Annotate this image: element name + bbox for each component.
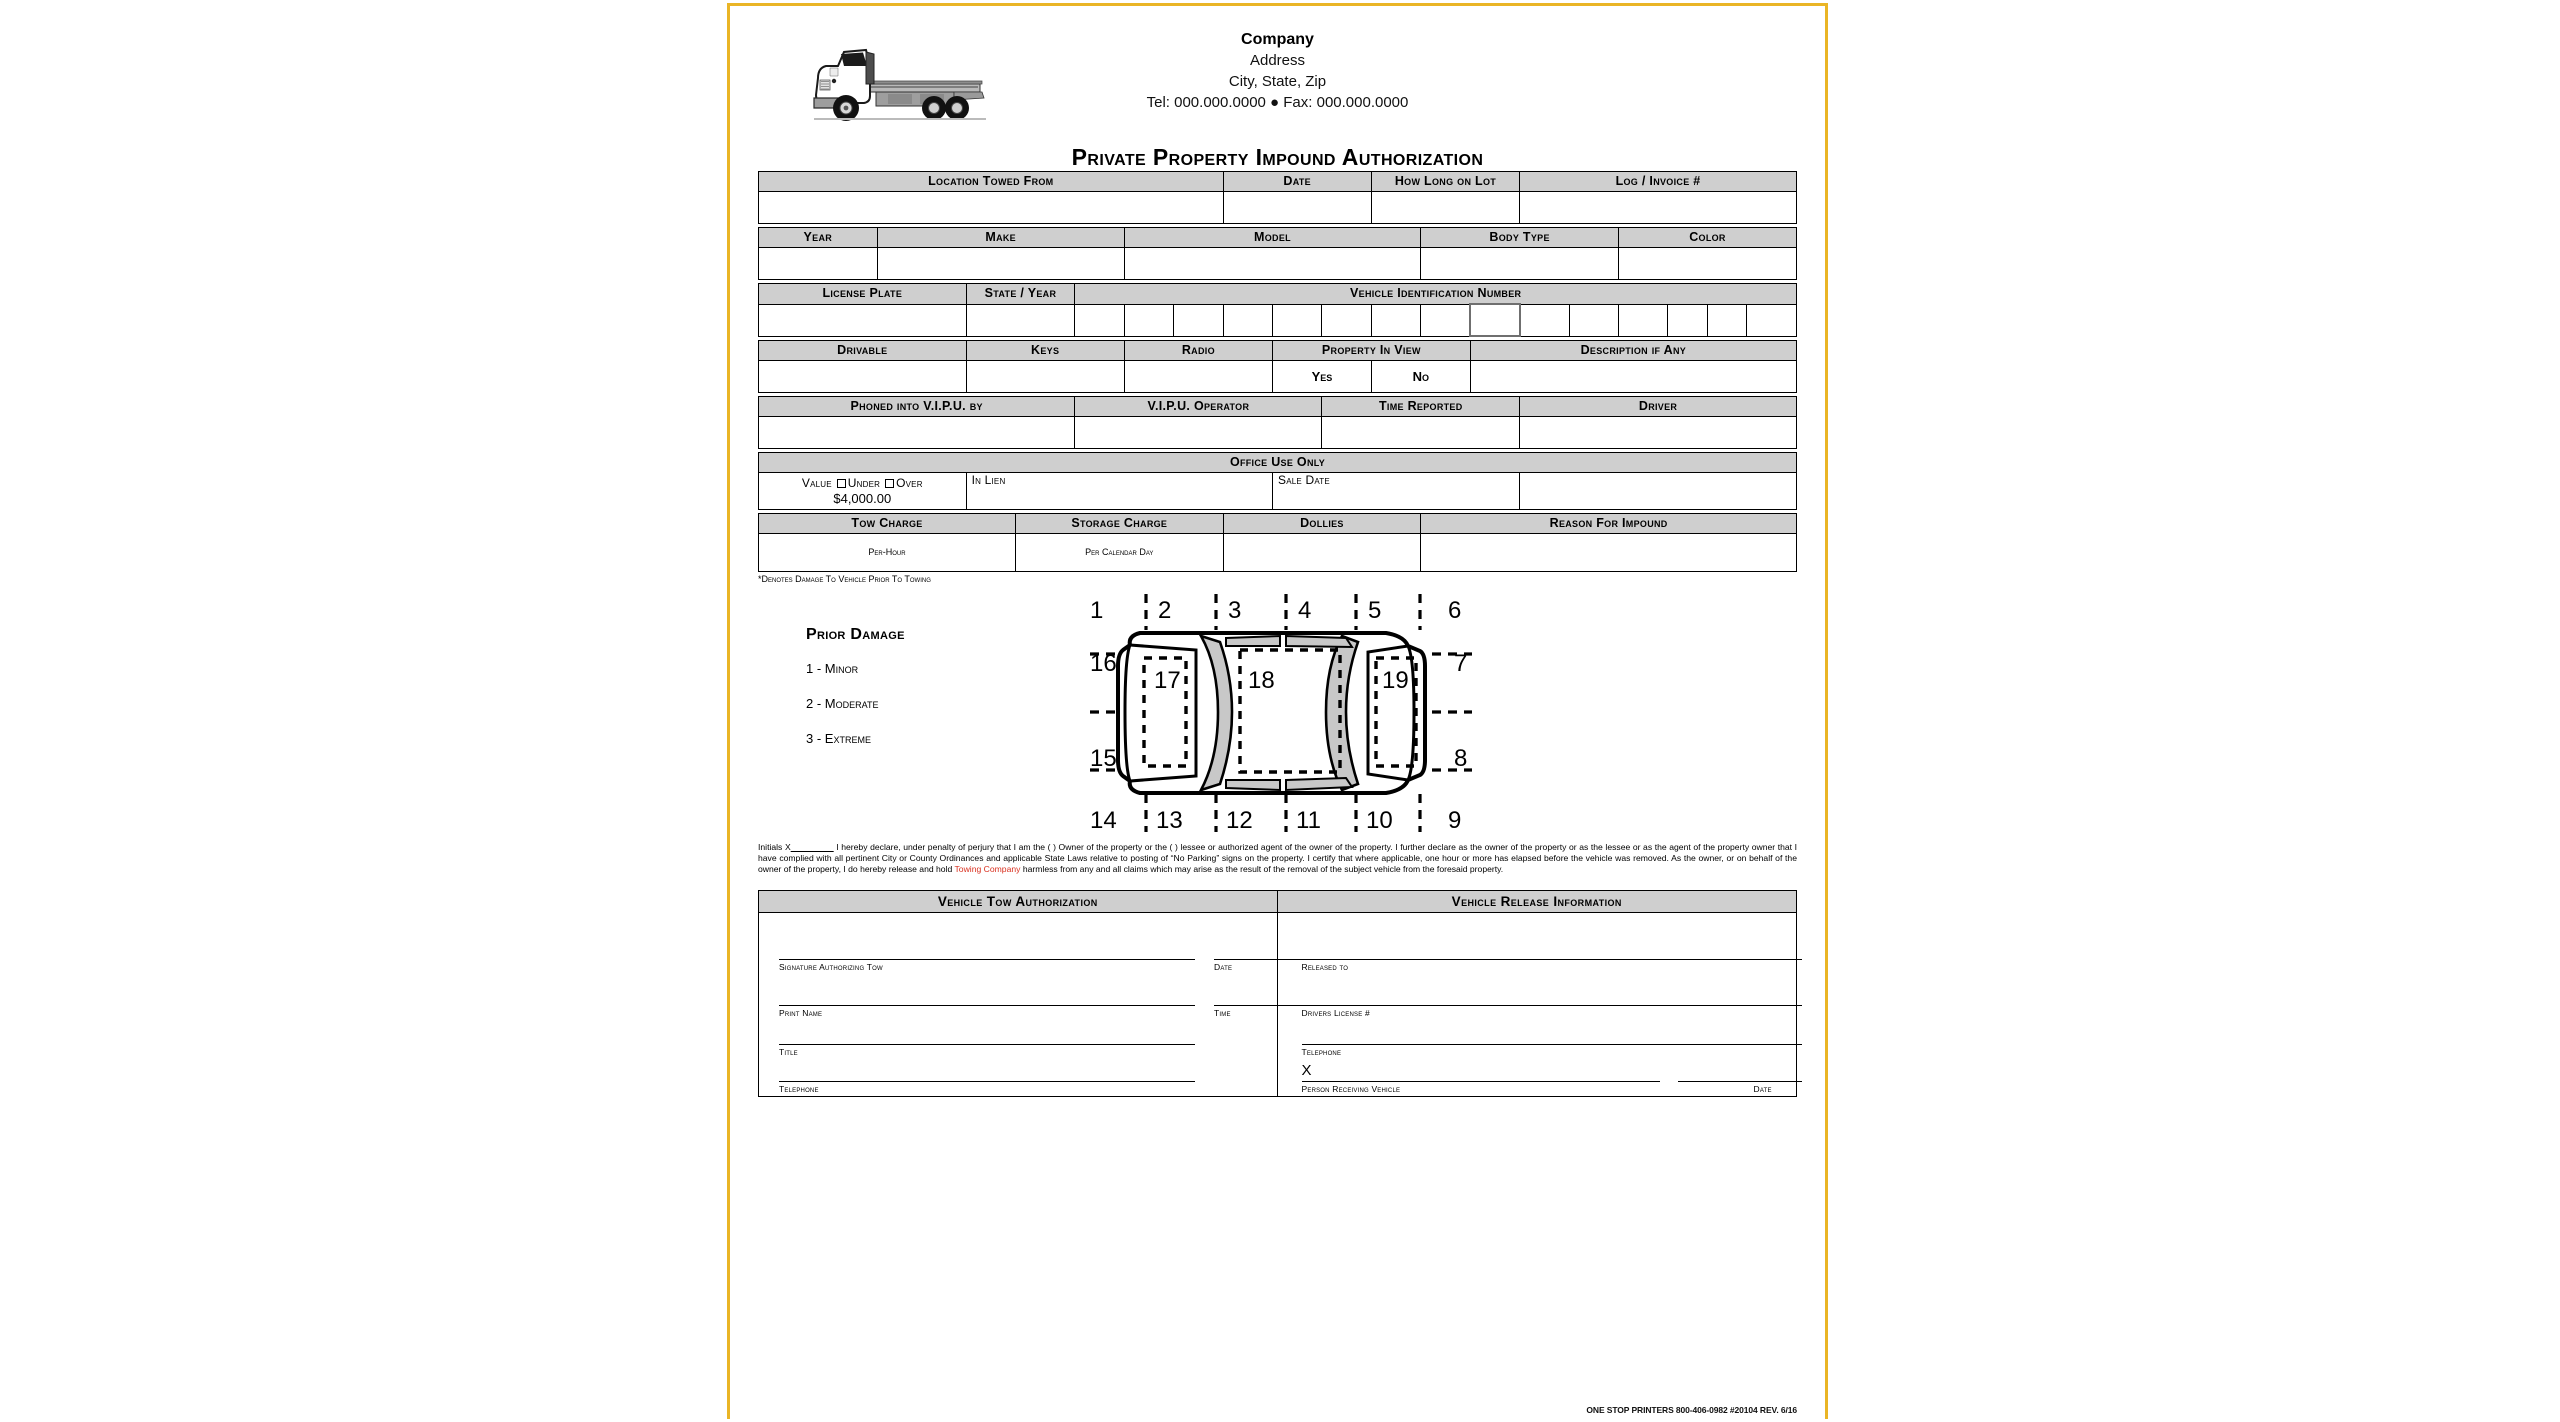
- field-in-lien[interactable]: [966, 472, 1272, 509]
- table-input-row-charges: [759, 533, 1797, 571]
- zone-label-19: 19: [1382, 666, 1409, 694]
- company-city-state-zip: City, State, Zip: [1228, 73, 1327, 90]
- header-log-invoice: Log / Invoice #: [1520, 172, 1797, 192]
- line-drivers-license[interactable]: [1302, 1005, 1802, 1006]
- field-tow-charge[interactable]: [759, 533, 1016, 571]
- header-dollies: Dollies: [1223, 513, 1421, 533]
- header-license-plate: License Plate: [759, 284, 967, 305]
- signature-x-mark: X: [1301, 1061, 1312, 1079]
- header-color: Color: [1618, 228, 1796, 248]
- company-name: Company: [1241, 31, 1314, 48]
- line-telephone[interactable]: [779, 1081, 1195, 1082]
- checkbox-under[interactable]: [837, 479, 846, 488]
- vin-box-2[interactable]: [1124, 304, 1173, 336]
- zone-label-13: 13: [1156, 806, 1183, 834]
- vehicle-release-panel: [1278, 891, 1797, 1096]
- label-released-to: Released to: [1301, 961, 1349, 972]
- table-header-row-charges: [759, 513, 1797, 533]
- header-driver: Driver: [1520, 396, 1797, 416]
- header-time-reported: Time Reported: [1322, 396, 1520, 416]
- company-block: [758, 30, 1797, 113]
- field-year[interactable]: [759, 248, 878, 280]
- field-keys[interactable]: [966, 360, 1124, 392]
- zone-label-6: 6: [1448, 596, 1462, 624]
- office-use-only-row: [759, 472, 1797, 509]
- label-sale-date: Sale Date: [1278, 472, 1330, 487]
- zone-label-2: 2: [1158, 596, 1172, 624]
- header-vehicle-tow-authorization: Vehicle Tow Authorization: [759, 891, 1277, 913]
- vin-box-11[interactable]: [1569, 304, 1618, 336]
- vin-box-15[interactable]: [1747, 304, 1797, 336]
- vin-box-5[interactable]: [1273, 304, 1322, 336]
- impound-details-table: [758, 171, 1797, 572]
- sublabel-per-hour: Per-Hour: [868, 547, 906, 557]
- field-license-plate[interactable]: [759, 304, 967, 336]
- vin-box-14[interactable]: [1707, 304, 1747, 336]
- prior-damage-title: Prior Damage: [806, 625, 905, 643]
- header-drivable: Drivable: [759, 340, 967, 360]
- header-keys: Keys: [966, 340, 1124, 360]
- header-date: Date: [1223, 172, 1371, 192]
- car-top-view-damage-diagram-icon[interactable]: [1068, 588, 1488, 838]
- field-how-long-on-lot[interactable]: [1371, 192, 1519, 224]
- label-title: Title: [779, 1046, 798, 1057]
- zone-label-11: 11: [1296, 806, 1321, 834]
- field-color[interactable]: [1618, 248, 1796, 280]
- line-person-receiving-vehicle[interactable]: [1302, 1081, 1660, 1082]
- label-signature-authorizing-tow: Signature Authorizing Tow: [779, 961, 883, 972]
- prior-damage-legend: [806, 626, 1036, 766]
- zone-label-17: 17: [1154, 666, 1181, 694]
- field-sale-date[interactable]: [1273, 472, 1520, 509]
- field-radio[interactable]: [1124, 360, 1272, 392]
- sublabel-per-calendar-day: Per Calendar Day: [1085, 547, 1154, 557]
- label-person-receiving-vehicle: Person Receiving Vehicle: [1301, 1083, 1401, 1094]
- header-tow-charge: Tow Charge: [759, 513, 1016, 533]
- label-in-lien: In Lien: [971, 472, 1006, 487]
- value-threshold-amount: $4,000.00: [833, 490, 892, 506]
- towing-company-placeholder: Towing Company: [954, 864, 1021, 875]
- line-print-name[interactable]: [779, 1005, 1195, 1006]
- declaration-text-part-2: harmless from any and all claims which may arise as the result of the removal of the subject vehicle from the foresaid property.: [1020, 864, 1504, 875]
- label-over: Over: [896, 475, 923, 490]
- header-description-if-any: Description if Any: [1470, 340, 1796, 360]
- vin-box-3[interactable]: [1174, 304, 1223, 336]
- vin-box-8[interactable]: [1421, 304, 1470, 336]
- table-input-row-location: [759, 192, 1797, 224]
- signature-panels: [758, 890, 1797, 1097]
- table-input-row-vin: [759, 304, 1797, 336]
- initials-blank[interactable]: [791, 842, 834, 852]
- label-under: Under: [847, 475, 881, 490]
- zone-label-3: 3: [1228, 596, 1242, 624]
- field-make[interactable]: [877, 248, 1124, 280]
- header-year: Year: [759, 228, 878, 248]
- line-title[interactable]: [779, 1044, 1195, 1045]
- zone-label-8: 8: [1454, 744, 1468, 772]
- declaration-text-part-1: I hereby declare, under penalty of perjury that I am the ( ) Owner of the property or the ( ) lessee or authorized agent of the owner of the property. I further declare as the owner of the property or as the lessee or as the agent of the property owner that I have complied with all pertinent City or County Ordinances and applicable State Laws relative to posting of “No Parking” signs on the property. I certify that where applicable, one hour or more has elapsed before the vehicle was removed. As the owner, or on behalf of the owner of the property, I do hereby release and hold: [758, 841, 1798, 875]
- denotes-damage-note: *Denotes Damage To Vehicle Prior To Towing: [758, 573, 931, 584]
- damage-level-moderate: 2 - Moderate: [806, 695, 879, 711]
- field-driver[interactable]: [1520, 416, 1797, 448]
- table-header-row-condition: [759, 340, 1797, 360]
- zone-label-4: 4: [1298, 596, 1312, 624]
- vin-box-13[interactable]: [1668, 304, 1708, 336]
- value-label: Value: [801, 475, 832, 490]
- initials-label: Initials X: [758, 841, 791, 852]
- line-released-to[interactable]: [1302, 959, 1802, 960]
- zone-label-18: 18: [1248, 666, 1275, 694]
- zone-label-16: 16: [1090, 649, 1117, 677]
- line-release-date[interactable]: [1678, 1081, 1802, 1082]
- field-office-use-extra[interactable]: [1520, 472, 1797, 509]
- table-input-row-vipu: [759, 416, 1797, 448]
- company-contact: Tel: 000.000.0000 ● Fax: 000.000.0000: [1146, 94, 1409, 111]
- table-header-row-vin: [759, 284, 1797, 305]
- field-time-reported[interactable]: [1322, 416, 1520, 448]
- table-input-row-vehicle: [759, 248, 1797, 280]
- header-vehicle-release-information: Vehicle Release Information: [1278, 891, 1797, 913]
- damage-level-extreme: 3 - Extreme: [806, 730, 871, 746]
- field-body-type[interactable]: [1421, 248, 1619, 280]
- header-state-year: State / Year: [966, 284, 1075, 305]
- header-how-long-on-lot: How Long on Lot: [1371, 172, 1519, 192]
- office-use-only-header-row: [759, 452, 1797, 472]
- field-state-year[interactable]: [966, 304, 1075, 336]
- label-telephone: Telephone: [779, 1083, 819, 1094]
- header-phoned-into-vipu-by: Phoned into V.I.P.U. by: [759, 396, 1075, 416]
- printer-credit: ONE STOP PRINTERS 800-406-0982 #20104 REV. 6/16: [1586, 1405, 1797, 1415]
- field-storage-charge[interactable]: [1016, 533, 1224, 571]
- label-release-date: Date: [1753, 1083, 1772, 1094]
- page-title: Private Property Impound Authorization: [1071, 144, 1484, 170]
- field-phoned-into-vipu-by[interactable]: [759, 416, 1075, 448]
- line-release-telephone[interactable]: [1302, 1044, 1802, 1045]
- field-date[interactable]: [1223, 192, 1371, 224]
- field-drivable[interactable]: [759, 360, 967, 392]
- vehicle-release-body: [1278, 913, 1797, 1096]
- zone-label-14: 14: [1090, 806, 1117, 834]
- field-log-invoice[interactable]: [1520, 192, 1797, 224]
- field-reason-for-impound[interactable]: [1421, 533, 1797, 571]
- tow-authorization-panel: [759, 891, 1278, 1096]
- form-page: [727, 3, 1828, 1419]
- zone-label-1: 1: [1090, 596, 1104, 624]
- label-print-name: Print Name: [779, 1007, 823, 1018]
- header-office-use-only: Office Use Only: [759, 452, 1797, 472]
- header-make: Make: [877, 228, 1124, 248]
- field-location-towed-from[interactable]: [759, 192, 1224, 224]
- field-dollies[interactable]: [1223, 533, 1421, 571]
- zone-label-9: 9: [1448, 806, 1462, 834]
- zone-label-7: 7: [1454, 649, 1468, 677]
- header-storage-charge: Storage Charge: [1016, 513, 1224, 533]
- field-model[interactable]: [1124, 248, 1421, 280]
- option-property-in-view-no[interactable]: No: [1371, 360, 1470, 392]
- table-header-row-vehicle: [759, 228, 1797, 248]
- checkbox-over[interactable]: [885, 479, 894, 488]
- option-property-in-view-yes[interactable]: Yes: [1273, 360, 1372, 392]
- vin-box-7[interactable]: [1371, 304, 1420, 336]
- tow-authorization-body: [759, 913, 1277, 1096]
- vin-box-6[interactable]: [1322, 304, 1371, 336]
- label-release-telephone: Telephone: [1301, 1046, 1342, 1057]
- header-model: Model: [1124, 228, 1421, 248]
- zone-label-10: 10: [1366, 806, 1393, 834]
- field-vipu-operator[interactable]: [1075, 416, 1322, 448]
- table-header-row-location: [759, 172, 1797, 192]
- prior-damage-section: [758, 588, 1797, 838]
- zone-label-5: 5: [1368, 596, 1382, 624]
- letterhead: [758, 18, 1797, 136]
- zone-label-15: 15: [1090, 744, 1117, 772]
- table-header-row-vipu: [759, 396, 1797, 416]
- field-description-if-any[interactable]: [1470, 360, 1796, 392]
- header-vipu-operator: V.I.P.U. Operator: [1075, 396, 1322, 416]
- header-radio: Radio: [1124, 340, 1272, 360]
- zone-label-12: 12: [1226, 806, 1253, 834]
- header-body-type: Body Type: [1421, 228, 1619, 248]
- label-tow-time: Time: [1214, 1007, 1231, 1018]
- header-vin: Vehicle Identification Number: [1075, 284, 1797, 305]
- vin-box-4[interactable]: [1223, 304, 1272, 336]
- company-address: Address: [1249, 52, 1306, 69]
- vin-box-1[interactable]: [1075, 304, 1124, 336]
- vin-box-12[interactable]: [1618, 304, 1667, 336]
- header-property-in-view: Property In View: [1273, 340, 1471, 360]
- damage-level-minor: 1 - Minor: [806, 660, 859, 676]
- field-value-range[interactable]: [759, 472, 967, 509]
- vin-box-9-check-digit[interactable]: [1470, 304, 1519, 336]
- vin-box-10[interactable]: [1520, 304, 1569, 336]
- label-drivers-license: Drivers License #: [1301, 1007, 1370, 1018]
- header-reason-for-impound: Reason For Impound: [1421, 513, 1797, 533]
- table-input-row-condition: [759, 360, 1797, 392]
- line-signature-authorizing-tow[interactable]: [779, 959, 1195, 960]
- label-tow-date: Date: [1214, 961, 1233, 972]
- declaration-paragraph: [758, 842, 1797, 876]
- header-location-towed-from: Location Towed From: [759, 172, 1224, 192]
